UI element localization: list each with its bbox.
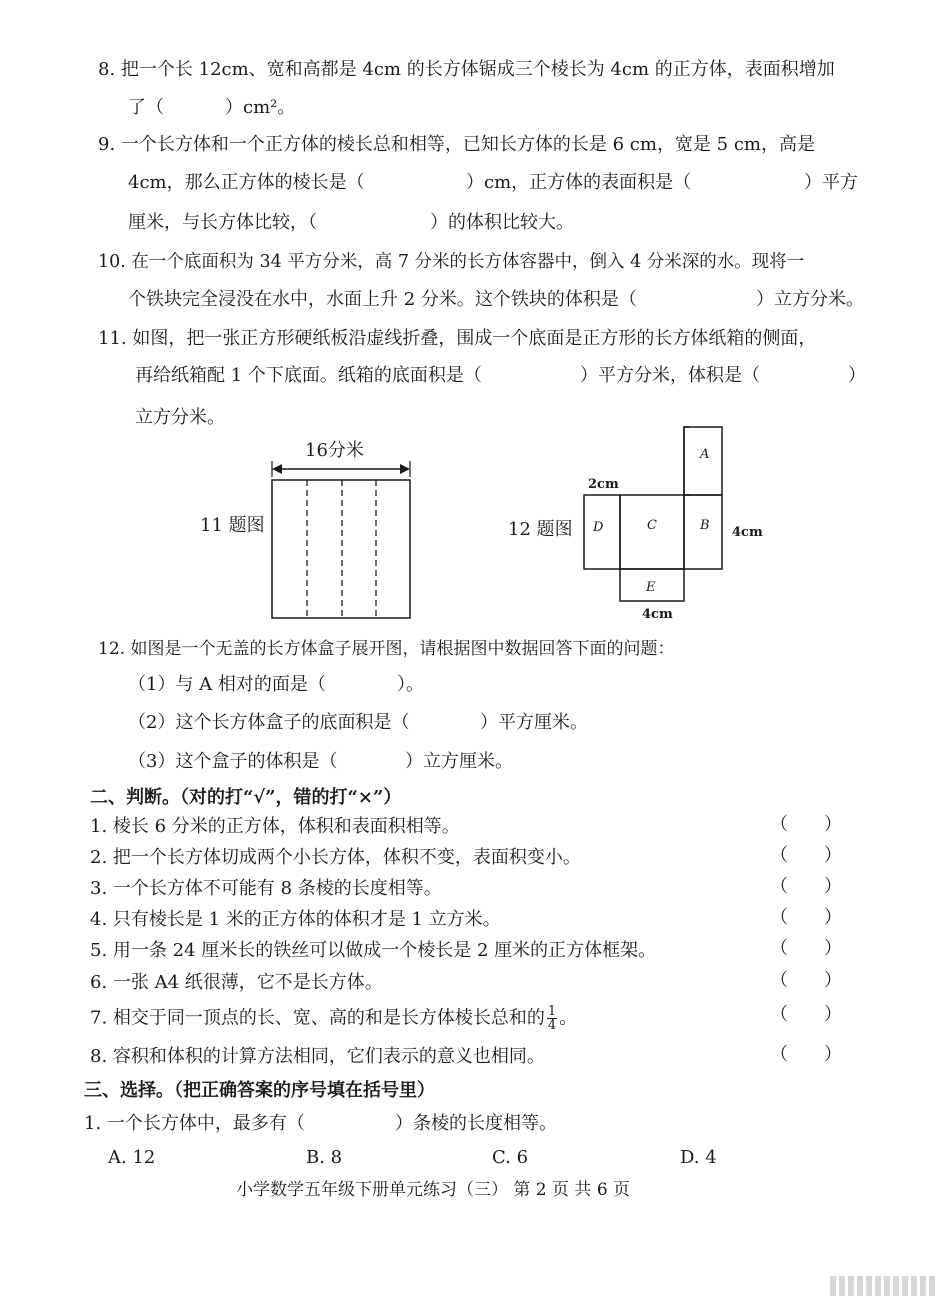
judge-item-7-text: 7. 相交于同一顶点的长、宽、高的和是长方体棱长总和的 bbox=[90, 1007, 545, 1029]
choice-heading: 三、选择。（把正确答案的序号填在括号里） bbox=[84, 1080, 435, 1101]
corner-mark bbox=[830, 1276, 940, 1296]
judge-heading: 二、判断。（对的打“√”，错的打“×”） bbox=[90, 787, 402, 808]
face-b-label: B bbox=[700, 518, 710, 533]
q8-line2-b[interactable]: ）cm²。 bbox=[225, 97, 296, 118]
page-footer: 小学数学五年级下册单元练习（三） 第 2 页 共 6 页 bbox=[236, 1180, 631, 1200]
judge-item-6: 6. 一张 A4 纸很薄，它不是长方体。 bbox=[90, 972, 383, 993]
q10-line2-a: 个铁块完全浸没在水中，水面上升 2 分米。这个铁块的体积是（ bbox=[128, 289, 637, 310]
fig11-caption: 11 题图 bbox=[200, 515, 265, 536]
face-d-label: D bbox=[593, 520, 604, 535]
q12-sub2-b[interactable]: ）平方厘米。 bbox=[480, 712, 588, 733]
q9-line2-b[interactable]: ）cm，正方体的表面积是（ bbox=[466, 172, 692, 193]
q11-line3: 立方分米。 bbox=[135, 407, 225, 428]
judge-item-3: 3. 一个长方体不可能有 8 条棱的长度相等。 bbox=[90, 878, 442, 899]
judge-item-2: 2. 把一个长方体切成两个小长方体，体积不变，表面积变小。 bbox=[90, 847, 581, 868]
fig11-square bbox=[272, 480, 410, 618]
choice-q1-a: 1. 一个长方体中，最多有（ bbox=[84, 1113, 305, 1134]
fig11-diagram bbox=[262, 455, 422, 625]
q9-line2-a: 4cm，那么正方体的棱长是（ bbox=[128, 172, 365, 193]
label-2cm: 2cm bbox=[588, 477, 619, 492]
judge-answer-3[interactable]: （ ） bbox=[770, 876, 842, 897]
q11-line1: 11. 如图，把一张正方形硬纸板沿虚线折叠，围成一个底面是正方形的长方体纸箱的侧面， bbox=[98, 328, 817, 349]
judge-answer-7[interactable]: （ ） bbox=[770, 1004, 842, 1025]
face-c-label: C bbox=[647, 518, 657, 533]
choice-option-c[interactable]: C. 6 bbox=[492, 1147, 529, 1168]
judge-answer-2[interactable]: （ ） bbox=[770, 845, 842, 866]
fraction-denominator: 4 bbox=[547, 1018, 557, 1033]
fig11-arrow-left bbox=[272, 464, 282, 474]
label-4cm-bottom: 4cm bbox=[642, 607, 673, 622]
judge-item-5: 5. 用一条 24 厘米长的铁丝可以做成一个棱长是 2 厘米的正方体框架。 bbox=[90, 940, 657, 961]
face-a-label: A bbox=[700, 447, 710, 462]
choice-option-d[interactable]: D. 4 bbox=[680, 1147, 717, 1168]
q9-line3-a: 厘米，与长方体比较，（ bbox=[128, 212, 317, 233]
judge-item-8: 8. 容积和体积的计算方法相同，它们表示的意义也相同。 bbox=[90, 1046, 545, 1067]
q8-line1: 8. 把一个长 12cm、宽和高都是 4cm 的长方体锯成三个棱长为 4cm 的正方体，表面积增加 bbox=[98, 59, 835, 80]
judge-answer-8[interactable]: （ ） bbox=[770, 1044, 842, 1065]
choice-option-a[interactable]: A. 12 bbox=[108, 1147, 156, 1168]
fig11-width-label: 16分米 bbox=[305, 440, 364, 461]
q10-line2-b[interactable]: ）立方分米。 bbox=[756, 289, 864, 310]
judge-item-7-end: 。 bbox=[559, 1007, 578, 1029]
q8-line2-a: 了（ bbox=[128, 97, 164, 118]
q12-sub2-a: （2）这个长方体盒子的底面积是（ bbox=[128, 712, 410, 733]
q12-line1: 12. 如图是一个无盖的长方体盒子展开图，请根据图中数据回答下面的问题： bbox=[98, 639, 675, 659]
q12-sub1-b[interactable]: ）。 bbox=[397, 674, 424, 695]
q12-sub3-a: （3）这个盒子的体积是（ bbox=[128, 751, 338, 772]
fig12-caption: 12 题图 bbox=[508, 519, 573, 540]
judge-item-7 bbox=[90, 1005, 577, 1032]
choice-q1-b[interactable]: ）条棱的长度相等。 bbox=[395, 1113, 557, 1134]
label-4cm-right: 4cm bbox=[732, 525, 763, 540]
judge-answer-6[interactable]: （ ） bbox=[770, 970, 842, 991]
judge-answer-4[interactable]: （ ） bbox=[770, 907, 842, 928]
choice-option-b[interactable]: B. 8 bbox=[306, 1147, 343, 1168]
fraction-numerator: 1 bbox=[547, 1004, 557, 1019]
q9-line1: 9. 一个长方体和一个正方体的棱长总和相等，已知长方体的长是 6 cm，宽是 5 cm，高是 bbox=[98, 134, 815, 155]
q11-line2-c[interactable]: ） bbox=[848, 365, 866, 386]
judge-item-4: 4. 只有棱长是 1 米的正方体的体积才是 1 立方米。 bbox=[90, 909, 501, 930]
judge-item-1: 1. 棱长 6 分米的正方体，体积和表面积相等。 bbox=[90, 816, 460, 837]
q9-line2-c[interactable]: ）平方 bbox=[804, 172, 858, 193]
fig11-arrow-right bbox=[400, 464, 410, 474]
judge-answer-5[interactable]: （ ） bbox=[770, 938, 842, 959]
q9-line3-b[interactable]: ）的体积比较大。 bbox=[430, 212, 574, 233]
face-e-label: E bbox=[646, 580, 656, 595]
judge-answer-1[interactable]: （ ） bbox=[770, 814, 842, 835]
q10-line1: 10. 在一个底面积为 34 平方分米，高 7 分米的长方体容器中，倒入 4 分米深的水。现将一 bbox=[98, 252, 805, 272]
q11-line2-a: 再给纸箱配 1 个下底面。纸箱的底面积是（ bbox=[135, 365, 482, 386]
fraction-one-quarter bbox=[547, 1005, 557, 1032]
q12-sub3-b[interactable]: ）立方厘米。 bbox=[405, 751, 513, 772]
q11-line2-b[interactable]: ）平方分米，体积是（ bbox=[580, 365, 760, 386]
q12-sub1-a: （1）与 A 相对的面是（ bbox=[128, 674, 326, 695]
